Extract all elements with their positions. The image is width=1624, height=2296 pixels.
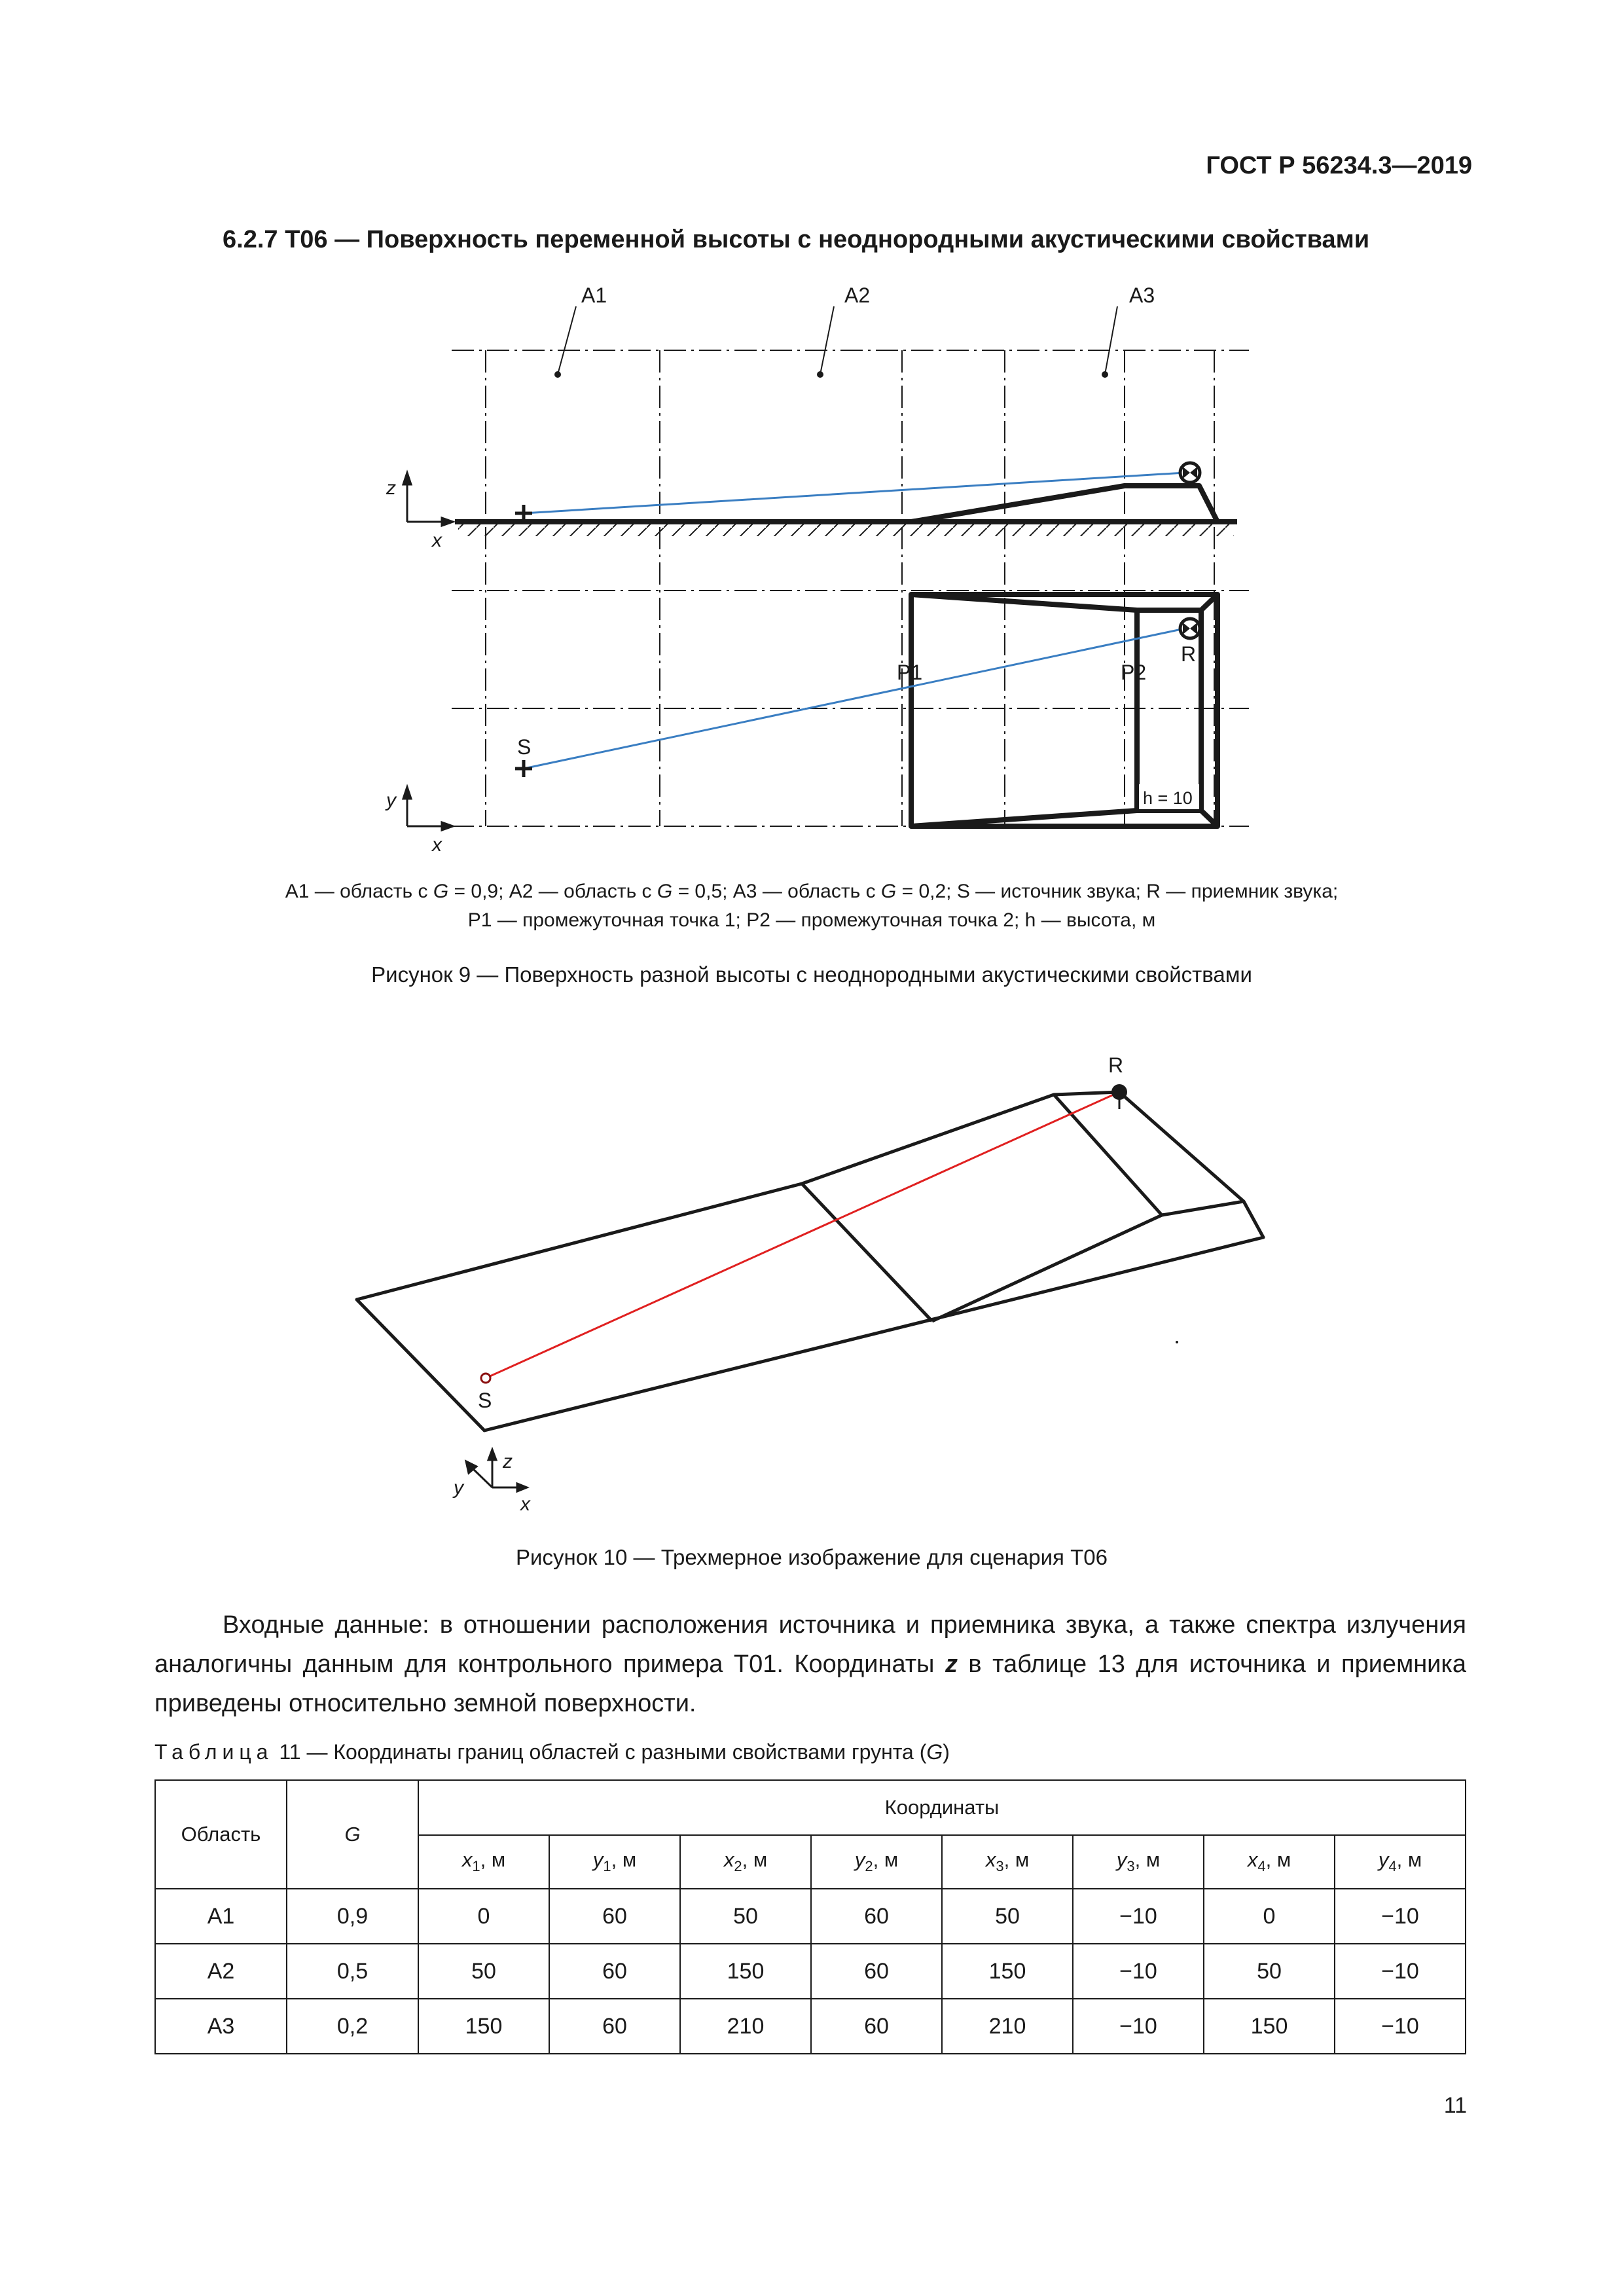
table-caption-text: 11 — Координаты границ областей с разными свойствами грунта (G) <box>279 1740 950 1764</box>
cell: −10 <box>1335 1944 1466 1999</box>
source-label-s: S <box>517 735 532 759</box>
axis-label-y: y <box>386 790 396 811</box>
document-standard-number: ГОСТ Р 56234.3—2019 <box>1206 152 1472 179</box>
receiver-marker-plan <box>1180 619 1200 638</box>
area-label-a2: А2 <box>844 283 871 307</box>
point-label-p2: P2 <box>1121 661 1147 684</box>
row-g: 0,9 <box>287 1889 418 1944</box>
header-coord: $x_1$, м <box>418 1835 549 1889</box>
input-data-paragraph <box>154 1605 1466 1723</box>
axes-3d <box>466 1449 527 1491</box>
grid-lines <box>452 350 1249 826</box>
figure-10-caption: Рисунок 10 — Трехмерное изображение для сценария Т06 <box>516 1545 1108 1569</box>
cell: 150 <box>680 1944 811 1999</box>
table-row <box>155 1889 1466 1944</box>
surface-3d <box>357 1092 1263 1430</box>
sound-ray-plan <box>524 629 1185 769</box>
receiver-label-3d: R <box>1108 1053 1124 1077</box>
point-label-p1: P1 <box>897 661 923 684</box>
receiver-marker-side <box>1180 463 1200 483</box>
legend-line-1: А1 — область с G = 0,9; А2 — область с G = 0,5; А3 — область с G = 0,2; S — источник звука; R — приемник звука; <box>285 881 1339 902</box>
page-number: 11 <box>1443 2093 1467 2118</box>
axis-label-x-plan: x <box>432 834 442 856</box>
side-view-axes <box>403 473 453 526</box>
cell: 50 <box>418 1944 549 1999</box>
figure-9 <box>0 0 1624 864</box>
header-area: Область <box>155 1780 287 1889</box>
cell: 50 <box>1204 1944 1335 1999</box>
cell: 210 <box>680 1999 811 2054</box>
header-coord: $x_4$, м <box>1204 1835 1335 1889</box>
axis-label-x: x <box>432 530 442 551</box>
cell: −10 <box>1073 1999 1204 2054</box>
axis-label-x-3d: x <box>520 1493 530 1515</box>
source-marker-plan <box>515 760 532 777</box>
figure-9-legend <box>164 877 1460 935</box>
row-area: А2 <box>155 1944 287 1999</box>
paragraph-text: Входные данные: в отношении расположения источника и приемника звука, а также спектра излучения аналогичны данным для контрольного примера Т01. Координаты z в таблице 13 для источника и приемника приведены относительно земной поверхности. <box>154 1611 1466 1717</box>
axis-label-z: z <box>386 477 396 499</box>
cell: 60 <box>549 1889 680 1944</box>
cell: 0 <box>418 1889 549 1944</box>
row-area: А1 <box>155 1889 287 1944</box>
header-coord: $y_2$, м <box>811 1835 942 1889</box>
cell: 210 <box>942 1999 1073 2054</box>
cell: −10 <box>1073 1889 1204 1944</box>
plan-view-axes <box>403 787 453 830</box>
cell: 60 <box>549 1999 680 2054</box>
cell: 50 <box>680 1889 811 1944</box>
header-coord: $x_3$, м <box>942 1835 1073 1889</box>
header-g: G <box>287 1780 418 1889</box>
cell: 150 <box>1204 1999 1335 2054</box>
header-coord: $x_2$, м <box>680 1835 811 1889</box>
table-caption <box>154 1740 950 1764</box>
section-title: 6.2.7 Т06 — Поверхность переменной высоты с неоднородными акустическими свойствами <box>223 226 1370 253</box>
figure-10 <box>0 1021 1624 1532</box>
receiver-label-r: R <box>1181 642 1197 666</box>
header-coord: $y_4$, м <box>1335 1835 1466 1889</box>
axis-label-z-3d: z <box>503 1451 513 1472</box>
cell: 0 <box>1204 1889 1335 1944</box>
row-area: А3 <box>155 1999 287 2054</box>
height-label: h = 10 <box>1143 788 1193 808</box>
header-coord: $y_1$, м <box>549 1835 680 1889</box>
source-label-3d: S <box>478 1389 492 1412</box>
cell: 50 <box>942 1889 1073 1944</box>
figure-9-caption: Рисунок 9 — Поверхность разной высоты с неоднородными акустическими свойствами <box>371 962 1252 987</box>
cell: −10 <box>1335 1889 1466 1944</box>
axis-label-y-3d: y <box>454 1477 463 1499</box>
raised-surface-profile <box>911 486 1218 522</box>
cell: −10 <box>1335 1999 1466 2054</box>
cell: 60 <box>549 1944 680 1999</box>
sound-ray-3d <box>486 1092 1119 1378</box>
table-row <box>155 1999 1466 2054</box>
source-marker-3d <box>481 1374 490 1383</box>
row-g: 0,2 <box>287 1999 418 2054</box>
coordinates-table <box>154 1779 1466 2054</box>
header-coord: $y_3$, м <box>1073 1835 1204 1889</box>
cell: 60 <box>811 1999 942 2054</box>
cell: 60 <box>811 1944 942 1999</box>
area-label-a1: А1 <box>581 283 607 307</box>
row-g: 0,5 <box>287 1944 418 1999</box>
legend-line-2: P1 — промежуточная точка 1; P2 — промежуточная точка 2; h — высота, м <box>467 909 1156 931</box>
cell: 60 <box>811 1889 942 1944</box>
cell: −10 <box>1073 1944 1204 1999</box>
cell: 150 <box>418 1999 549 2054</box>
cell: 150 <box>942 1944 1073 1999</box>
table-row <box>155 1944 1466 1999</box>
table-caption-word: Таблица <box>154 1740 274 1764</box>
header-coordinates: Координаты <box>418 1780 1466 1835</box>
area-label-a3: А3 <box>1129 283 1155 307</box>
